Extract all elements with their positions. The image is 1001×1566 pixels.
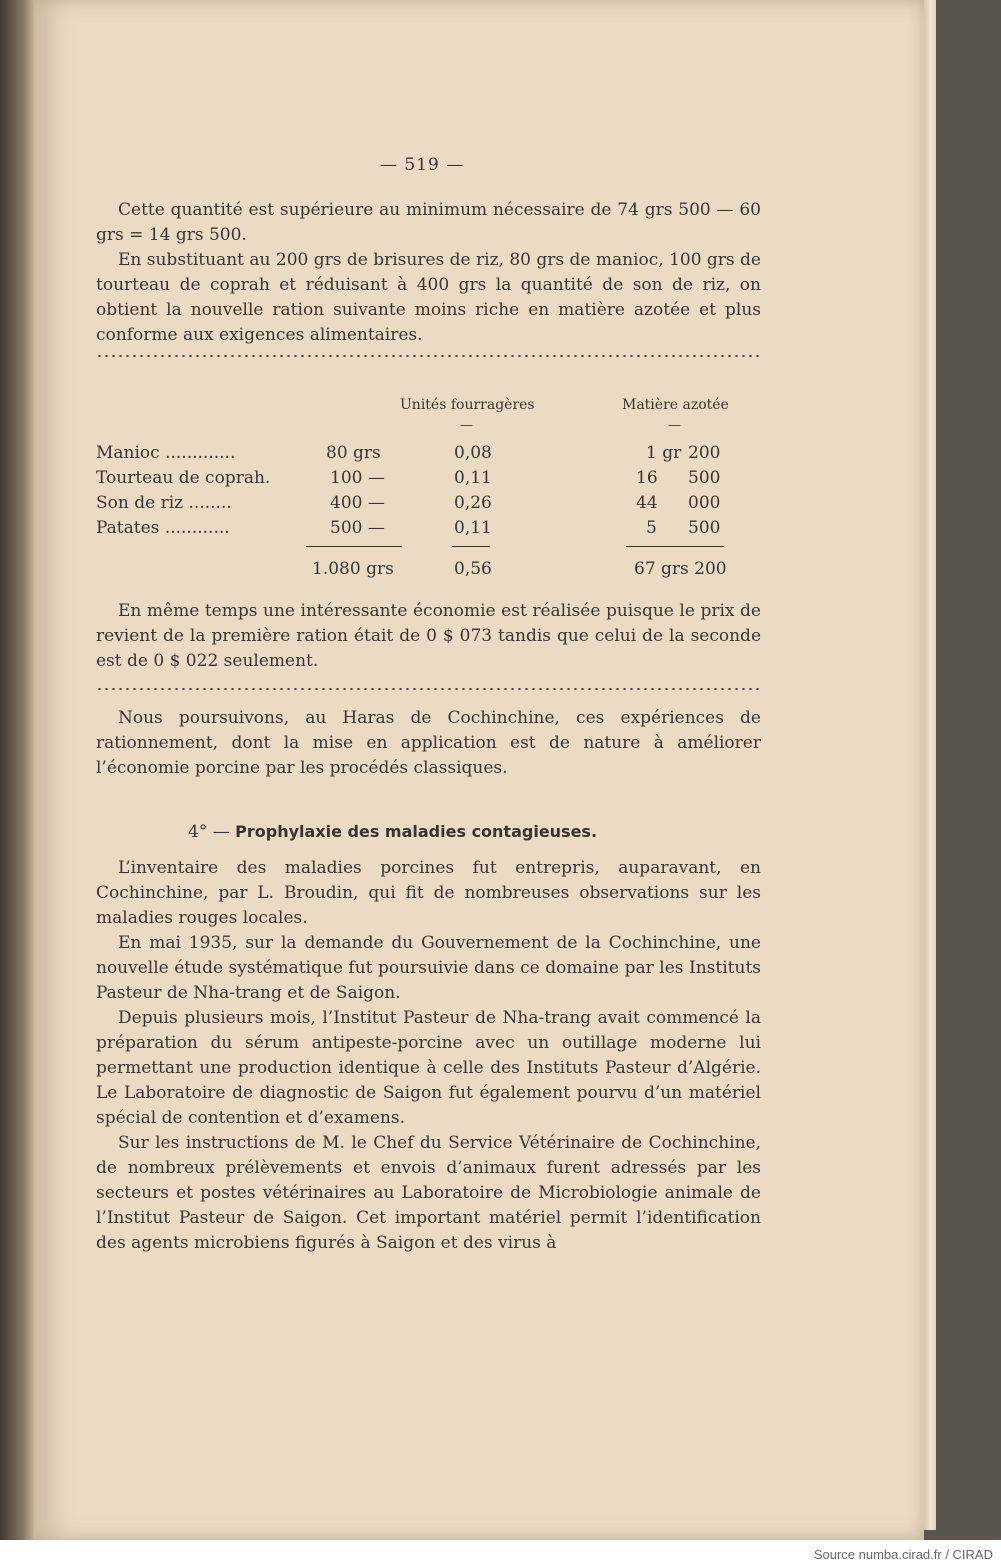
row-nitrogen-part: 500	[688, 518, 721, 538]
row-nitrogen-whole: 16	[636, 468, 658, 488]
section-separator: —	[212, 822, 230, 842]
row-leader: .............	[165, 443, 236, 463]
row-nitrogen-whole: 5	[646, 518, 657, 538]
body-paragraph-3: Depuis plusieurs mois, l’Institut Pasteur de Nha-trang avait commencé la préparation du sérum antipeste-porcine avec un outillage moderne lui permettant une production identique à celle des Instituts Pasteur d’Algérie. Le Laboratoire de diagnostic de Saigon fut également pourvu d’un matériel spécial de contention et d’examens.	[96, 1008, 761, 1128]
row-quantity: 400 —	[330, 493, 385, 513]
row-leader: ........	[188, 493, 232, 513]
row-quantity: 100 —	[330, 468, 385, 488]
body-text	[96, 856, 761, 1256]
section-title: Prophylaxie des maladies contagieuses.	[235, 822, 598, 841]
book-gutter	[0, 0, 34, 1540]
row-name: Patates	[96, 518, 160, 538]
row-fodder: 0,08	[454, 443, 492, 463]
header-fodder-dash: —	[460, 418, 473, 433]
header-nitrogen-matter: Matière azotée	[622, 397, 729, 413]
page-edge	[924, 0, 936, 1530]
dotted-separator	[96, 355, 761, 357]
row-name: Manioc	[96, 443, 160, 463]
total-quantity: 1.080 grs	[312, 559, 394, 579]
row-nitrogen-part: 500	[688, 468, 721, 488]
total-nitrogen: 67 grs 200	[634, 559, 727, 579]
body-paragraph-4: Sur les instructions de M. le Chef du Service Vétérinaire de Cochinchine, de nombreux prélèvements et envois d’animaux furent adressés par les secteurs et postes vétérinaires au Laboratoire de Microbiologie animale de l’Institut Pasteur de Saigon. Cet important matériel permit l’identification des agents microbiens figurés à Saigon et des virus à	[96, 1133, 761, 1253]
intro-paragraph-2: En substituant au 200 grs de brisures de riz, 80 grs de manioc, 100 grs de tourteau de coprah et réduisant à 400 grs la quantité de son de riz, on obtient la nouvelle ration suivante moins riche en matière azotée et plus conforme aux exigences alimentaires.	[96, 250, 761, 345]
row-quantity: 500 —	[330, 518, 385, 538]
economy-paragraph: En même temps une intéressante économie est réalisée puisque le prix de revient de la première ration était de 0 $ 073 tandis que celui de la seconde est de 0 $ 022 seulement.	[96, 601, 761, 671]
row-fodder: 0,11	[454, 518, 492, 538]
row-nitrogen-whole: 44	[636, 493, 658, 513]
row-fodder: 0,11	[454, 468, 492, 488]
body-paragraph-1: L’inventaire des maladies porcines fut entrepris, auparavant, en Cochinchine, par L. Broudin, qui fit de nombreuses observations sur les maladies rouges locales.	[96, 858, 761, 928]
section-number: 4°	[188, 822, 208, 842]
intro-text	[96, 198, 761, 348]
row-leader: ............	[164, 518, 230, 538]
row-name: Son de riz	[96, 493, 184, 513]
total-rule-quantity	[306, 546, 402, 547]
header-nitrogen-dash: —	[668, 418, 681, 433]
row-nitrogen-part: 000	[688, 493, 721, 513]
dotted-separator	[96, 688, 761, 690]
row-fodder: 0,26	[454, 493, 492, 513]
page-number: — 519 —	[380, 155, 465, 175]
total-rule-nitrogen	[626, 546, 724, 547]
economy-text	[96, 599, 761, 674]
total-fodder: 0,56	[454, 559, 492, 579]
research-text	[96, 706, 761, 781]
row-nitrogen-part: 200	[688, 443, 721, 463]
row-name: Tourteau de coprah	[96, 468, 265, 488]
row-leader: .	[264, 468, 271, 488]
intro-paragraph-1: Cette quantité est supérieure au minimum nécessaire de 74 grs 500 — 60 grs = 14 grs 500.	[96, 200, 761, 245]
header-fodder-units: Unités fourragères	[400, 397, 535, 413]
source-credit: Source numba.cirad.fr / CIRAD	[813, 1547, 993, 1562]
body-paragraph-2: En mai 1935, sur la demande du Gouvernement de la Cochinchine, une nouvelle étude systématique fut poursuivie dans ce domaine par les Instituts Pasteur de Nha-trang et de Saigon.	[96, 933, 761, 1003]
row-nitrogen-whole: 1 gr	[646, 443, 682, 463]
research-paragraph: Nous poursuivons, au Haras de Cochinchine, ces expériences de rationnement, dont la mise en application est de nature à améliorer l’économie porcine par les procédés classiques.	[96, 708, 761, 778]
row-quantity: 80 grs	[326, 443, 381, 463]
section-heading	[188, 822, 597, 842]
total-rule-fodder	[452, 546, 490, 547]
